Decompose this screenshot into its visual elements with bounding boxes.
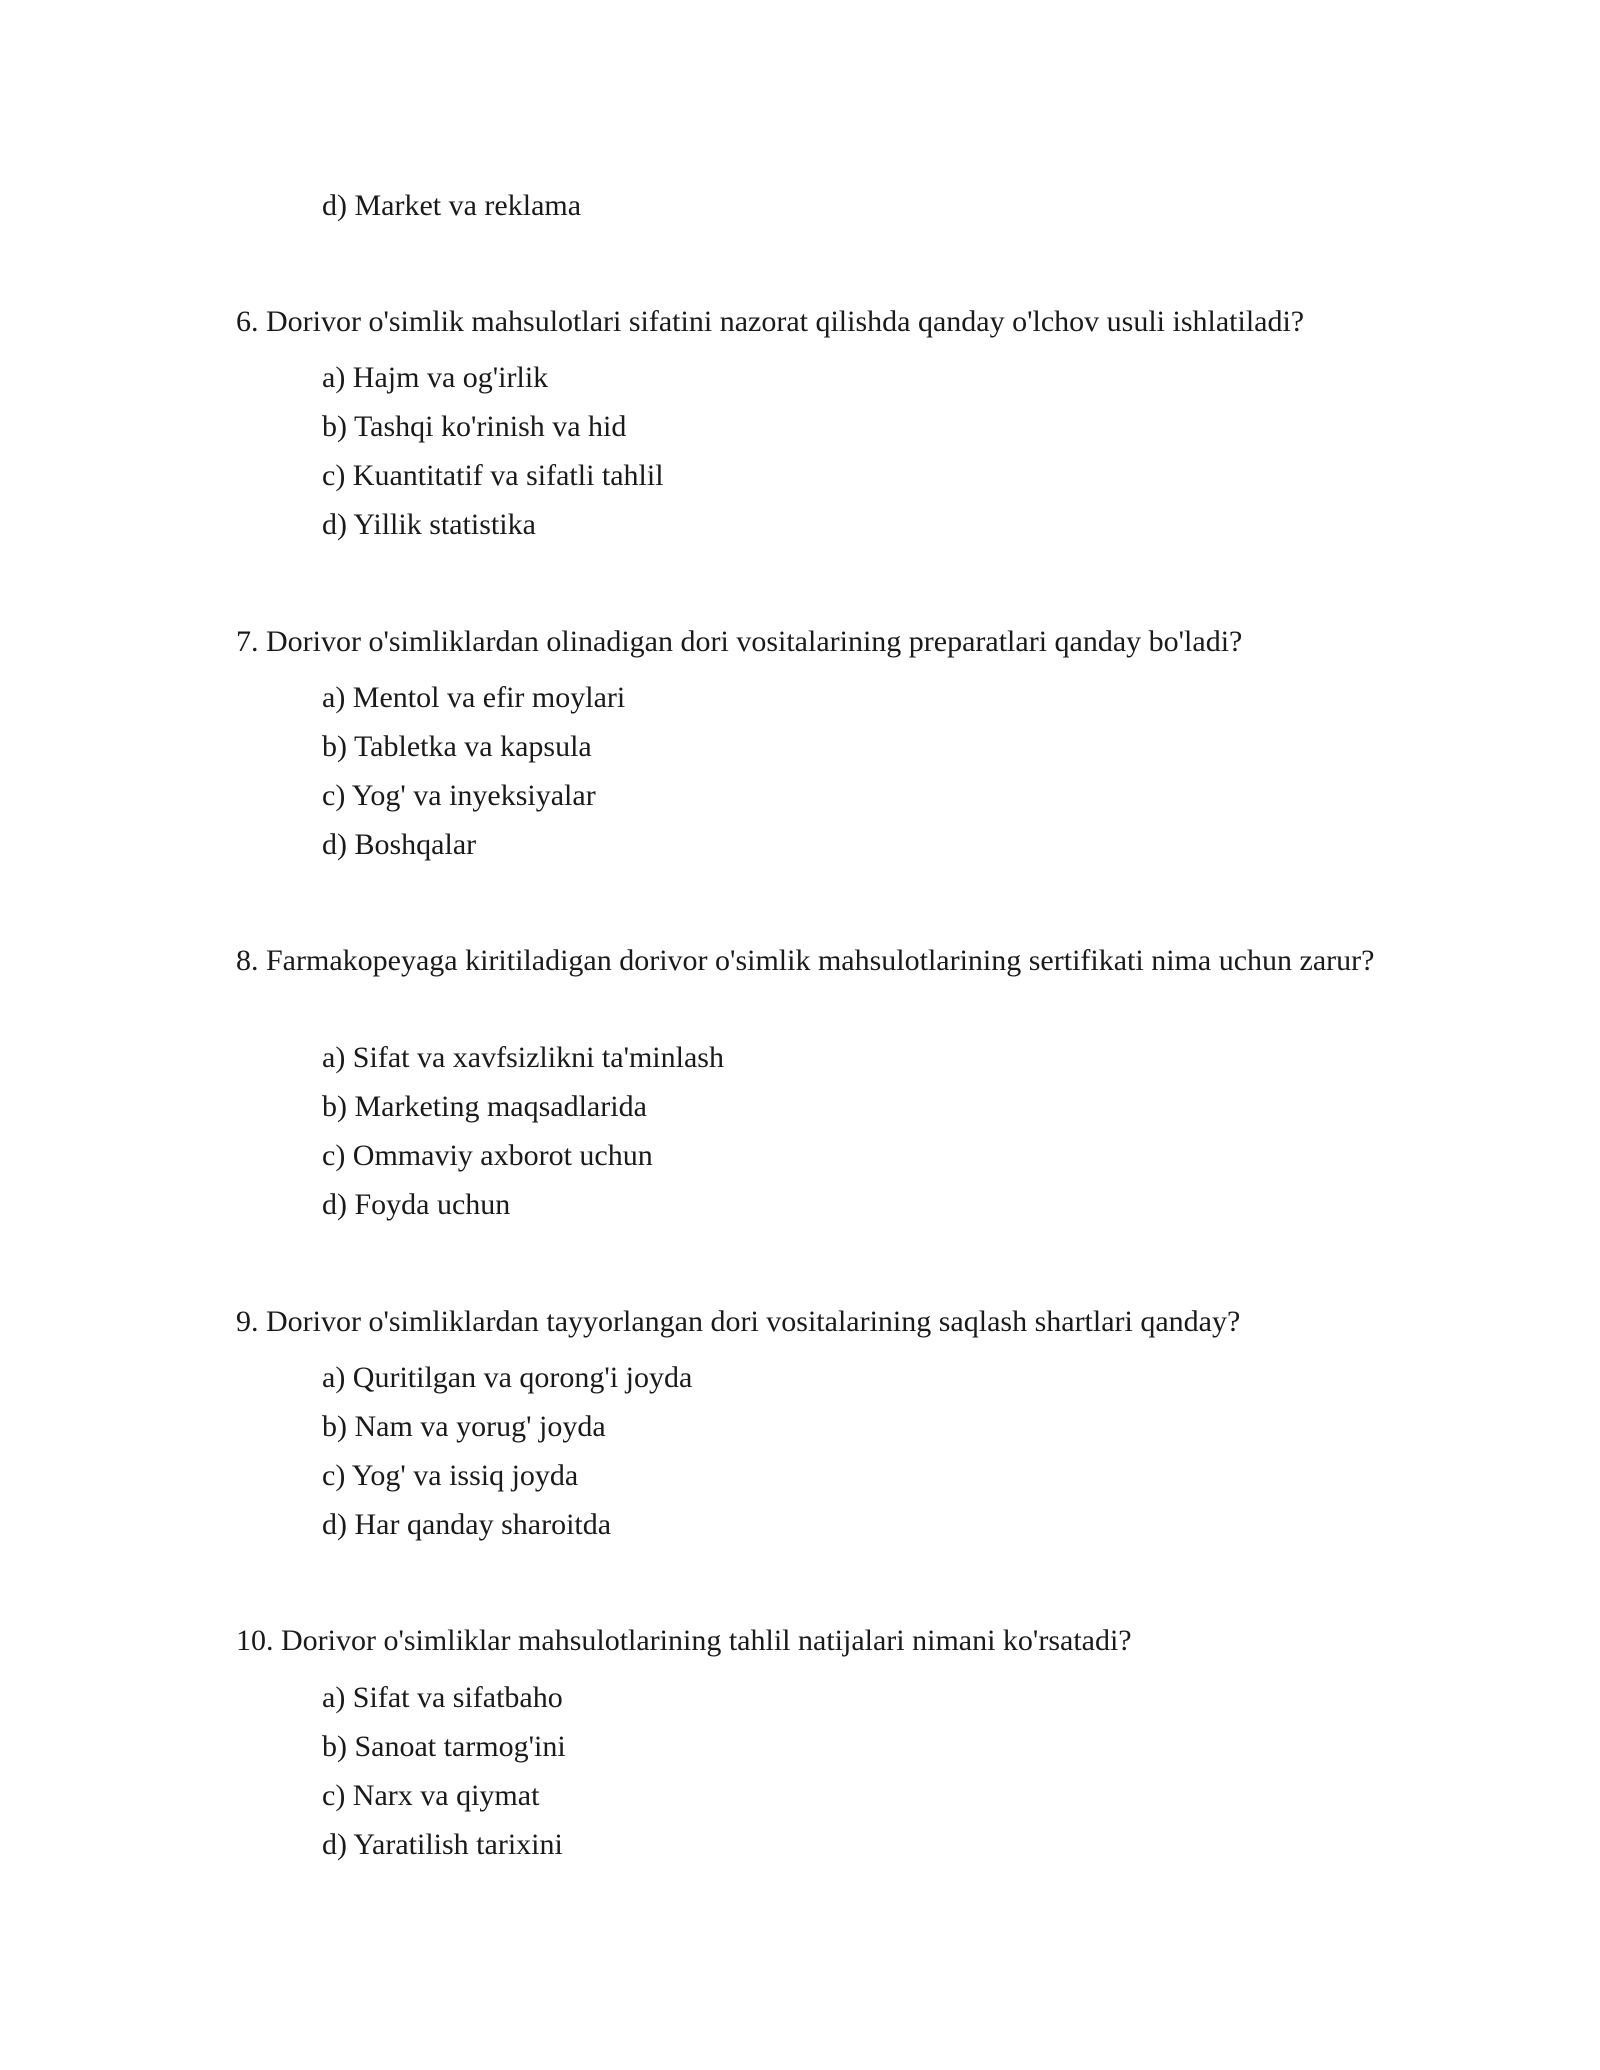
question-8-option-b: b) Marketing maqsadlarida xyxy=(322,1090,647,1123)
question-6-option-d: d) Yillik statistika xyxy=(322,508,536,541)
question-10-option-a: a) Sifat va sifatbaho xyxy=(322,1681,563,1714)
question-6-text: 6. Dorivor o'simlik mahsulotlari sifatini nazorat qilishda qanday o'lchov usuli ishlatiladi? xyxy=(236,305,1305,338)
question-7-option-c: c) Yog' va inyeksiyalar xyxy=(322,779,596,812)
question-6-option-c: c) Kuantitatif va sifatli tahlil xyxy=(322,459,664,492)
question-7-option-b: b) Tabletka va kapsula xyxy=(322,730,592,763)
question-9-option-a: a) Quritilgan va qorong'i joyda xyxy=(322,1361,693,1394)
question-7-option-a: a) Mentol va efir moylari xyxy=(322,681,626,714)
question-8-option-a: a) Sifat va xavfsizlikni ta'minlash xyxy=(322,1041,724,1074)
question-10-option-b: b) Sanoat tarmog'ini xyxy=(322,1730,566,1763)
question-7-text: 7. Dorivor o'simliklardan olinadigan dori vositalarining preparatlari qanday bo'ladi? xyxy=(236,625,1243,658)
question-6-option-b: b) Tashqi ko'rinish va hid xyxy=(322,410,627,443)
question-10-text: 10. Dorivor o'simliklar mahsulotlarining tahlil natijalari nimani ko'rsatadi? xyxy=(236,1624,1132,1657)
question-10-option-c: c) Narx va qiymat xyxy=(322,1779,540,1812)
question-8-option-d: d) Foyda uchun xyxy=(322,1188,511,1221)
question-9-option-b: b) Nam va yorug' joyda xyxy=(322,1410,606,1443)
question-6-option-a: a) Hajm va og'irlik xyxy=(322,361,549,394)
option-item: d) Market va reklama xyxy=(322,189,582,222)
question-8-text: 8. Farmakopeyaga kiritiladigan dorivor o'simlik mahsulotlarining sertifikati nima uchun zarur? xyxy=(236,944,1375,977)
question-9-text: 9. Dorivor o'simliklardan tayyorlangan dori vositalarining saqlash shartlari qanday? xyxy=(236,1305,1241,1338)
question-9-option-c: c) Yog' va issiq joyda xyxy=(322,1459,579,1492)
question-9-option-d: d) Har qanday sharoitda xyxy=(322,1508,612,1541)
question-8-option-c: c) Ommaviy axborot uchun xyxy=(322,1139,653,1172)
question-10-option-d: d) Yaratilish tarixini xyxy=(322,1828,563,1861)
question-7-option-d: d) Boshqalar xyxy=(322,828,477,861)
